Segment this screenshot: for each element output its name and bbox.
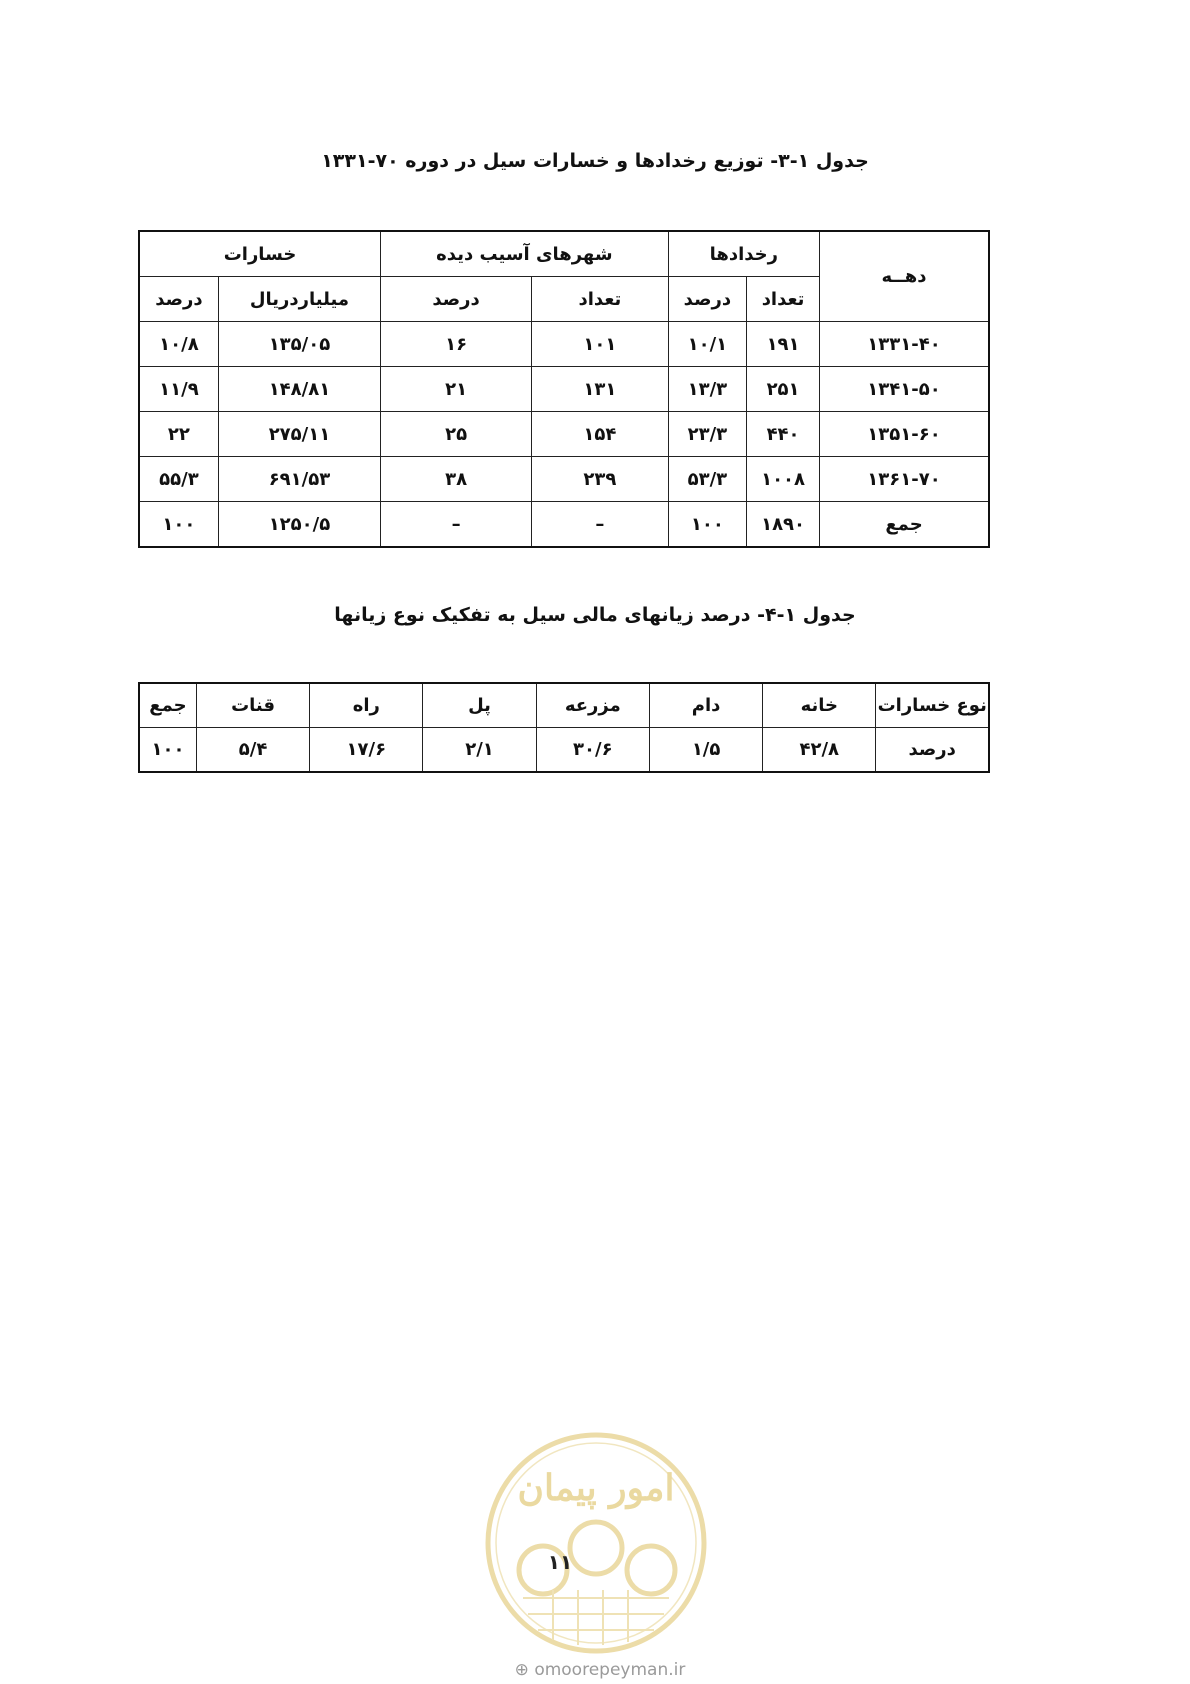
header-farm: مزرعه <box>536 683 649 728</box>
header-dahe: دهــه <box>820 231 990 322</box>
cell-rokhdad-percent: ۱۰/۱ <box>668 322 746 367</box>
cell-khesarat-amount: ۲۷۵/۱۱ <box>218 412 380 457</box>
header-livestock: دام <box>650 683 763 728</box>
subheader-khesarat-percent: درصد <box>139 277 218 322</box>
table2-caption: جدول ۱-۴- درصد زیانهای مالی سیل به تفکیک نوع زیانها <box>334 604 856 626</box>
watermark-text: ⊕ omoorepeyman.ir <box>514 1660 686 1680</box>
cell-rokhdad-count: ۲۵۱ <box>747 367 820 412</box>
cell-khesarat-percent: ۲۲ <box>139 412 218 457</box>
cell-khesarat-amount: ۱۴۸/۸۱ <box>218 367 380 412</box>
cell-qanat: ۵/۴ <box>196 728 309 773</box>
cell-bridge: ۲/۱ <box>423 728 536 773</box>
subheader-shahr-percent: درصد <box>381 277 532 322</box>
header-loss-type: نوع خسارات <box>876 683 989 728</box>
cell-shahr-count: ۱۳۱ <box>532 367 669 412</box>
header-qanat: قنات <box>196 683 309 728</box>
table2-header-row <box>139 683 989 728</box>
header-house: خانه <box>763 683 876 728</box>
header-khesarat: خسارات <box>139 231 381 277</box>
subheader-shahr-count: تعداد <box>532 277 669 322</box>
cell-livestock: ۱/۵ <box>650 728 763 773</box>
header-rokhdad: رخدادها <box>668 231 819 277</box>
page-number: ۱۱ <box>547 1550 573 1574</box>
cell-khesarat-percent: ۵۵/۳ <box>139 457 218 502</box>
cell-road: ۱۷/۶ <box>310 728 423 773</box>
cell-shahr-percent: ۲۱ <box>381 367 532 412</box>
table-row <box>139 412 989 457</box>
cell-dahe: ۱۳۵۱-۶۰ <box>820 412 990 457</box>
subheader-rokhdad-count: تعداد <box>747 277 820 322</box>
cell-percent-label: درصد <box>876 728 989 773</box>
header-shahr: شهرهای آسیب دیده <box>381 231 669 277</box>
cell-total: ۱۰۰ <box>139 728 196 773</box>
cell-dahe: ۱۳۳۱-۴۰ <box>820 322 990 367</box>
cell-house: ۴۲/۸ <box>763 728 876 773</box>
cell-shahr-percent: – <box>381 502 532 548</box>
loss-type-table <box>138 682 990 773</box>
cell-rokhdad-percent: ۵۳/۳ <box>668 457 746 502</box>
subheader-rokhdad-percent: درصد <box>668 277 746 322</box>
stamp-logo <box>483 1430 709 1656</box>
cell-dahe: ۱۳۶۱-۷۰ <box>820 457 990 502</box>
header-total: جمع <box>139 683 196 728</box>
cell-total-label: جمع <box>820 502 990 548</box>
header-road: راه <box>310 683 423 728</box>
header-bridge: پل <box>423 683 536 728</box>
cell-rokhdad-percent: ۱۳/۳ <box>668 367 746 412</box>
cell-khesarat-amount: ۱۲۵۰/۵ <box>218 502 380 548</box>
cell-shahr-percent: ۳۸ <box>381 457 532 502</box>
cell-shahr-percent: ۱۶ <box>381 322 532 367</box>
cell-shahr-count: ۲۳۹ <box>532 457 669 502</box>
cell-shahr-count: ۱۵۴ <box>532 412 669 457</box>
cell-rokhdad-count: ۱۰۰۸ <box>747 457 820 502</box>
cell-shahr-percent: ۲۵ <box>381 412 532 457</box>
cell-farm: ۳۰/۶ <box>536 728 649 773</box>
cell-khesarat-amount: ۱۳۵/۰۵ <box>218 322 380 367</box>
cell-shahr-count: – <box>532 502 669 548</box>
table-row <box>139 367 989 412</box>
table-row <box>139 457 989 502</box>
cell-rokhdad-count: ۱۹۱ <box>747 322 820 367</box>
table1-group-header-row <box>139 231 989 277</box>
table-total-row <box>139 502 989 548</box>
globe-icon: ⊕ <box>514 1660 529 1680</box>
subheader-khesarat-amount: میلیاردریال <box>218 277 380 322</box>
cell-dahe: ۱۳۴۱-۵۰ <box>820 367 990 412</box>
flood-distribution-table <box>138 230 990 548</box>
cell-rokhdad-percent: ۲۳/۳ <box>668 412 746 457</box>
cell-rokhdad-count: ۴۴۰ <box>747 412 820 457</box>
stamp-text: امور پیمان <box>517 1467 675 1509</box>
cell-shahr-count: ۱۰۱ <box>532 322 669 367</box>
cell-khesarat-percent: ۱۰/۸ <box>139 322 218 367</box>
cell-khesarat-percent: ۱۱/۹ <box>139 367 218 412</box>
table1-caption: جدول ۱-۳- توزیع رخدادها و خسارات سیل در دوره ۷۰-۱۳۳۱ <box>321 150 869 172</box>
cell-rokhdad-percent: ۱۰۰ <box>668 502 746 548</box>
table-row <box>139 322 989 367</box>
cell-rokhdad-count: ۱۸۹۰ <box>747 502 820 548</box>
table-row <box>139 728 989 773</box>
cell-khesarat-amount: ۶۹۱/۵۳ <box>218 457 380 502</box>
cell-khesarat-percent: ۱۰۰ <box>139 502 218 548</box>
